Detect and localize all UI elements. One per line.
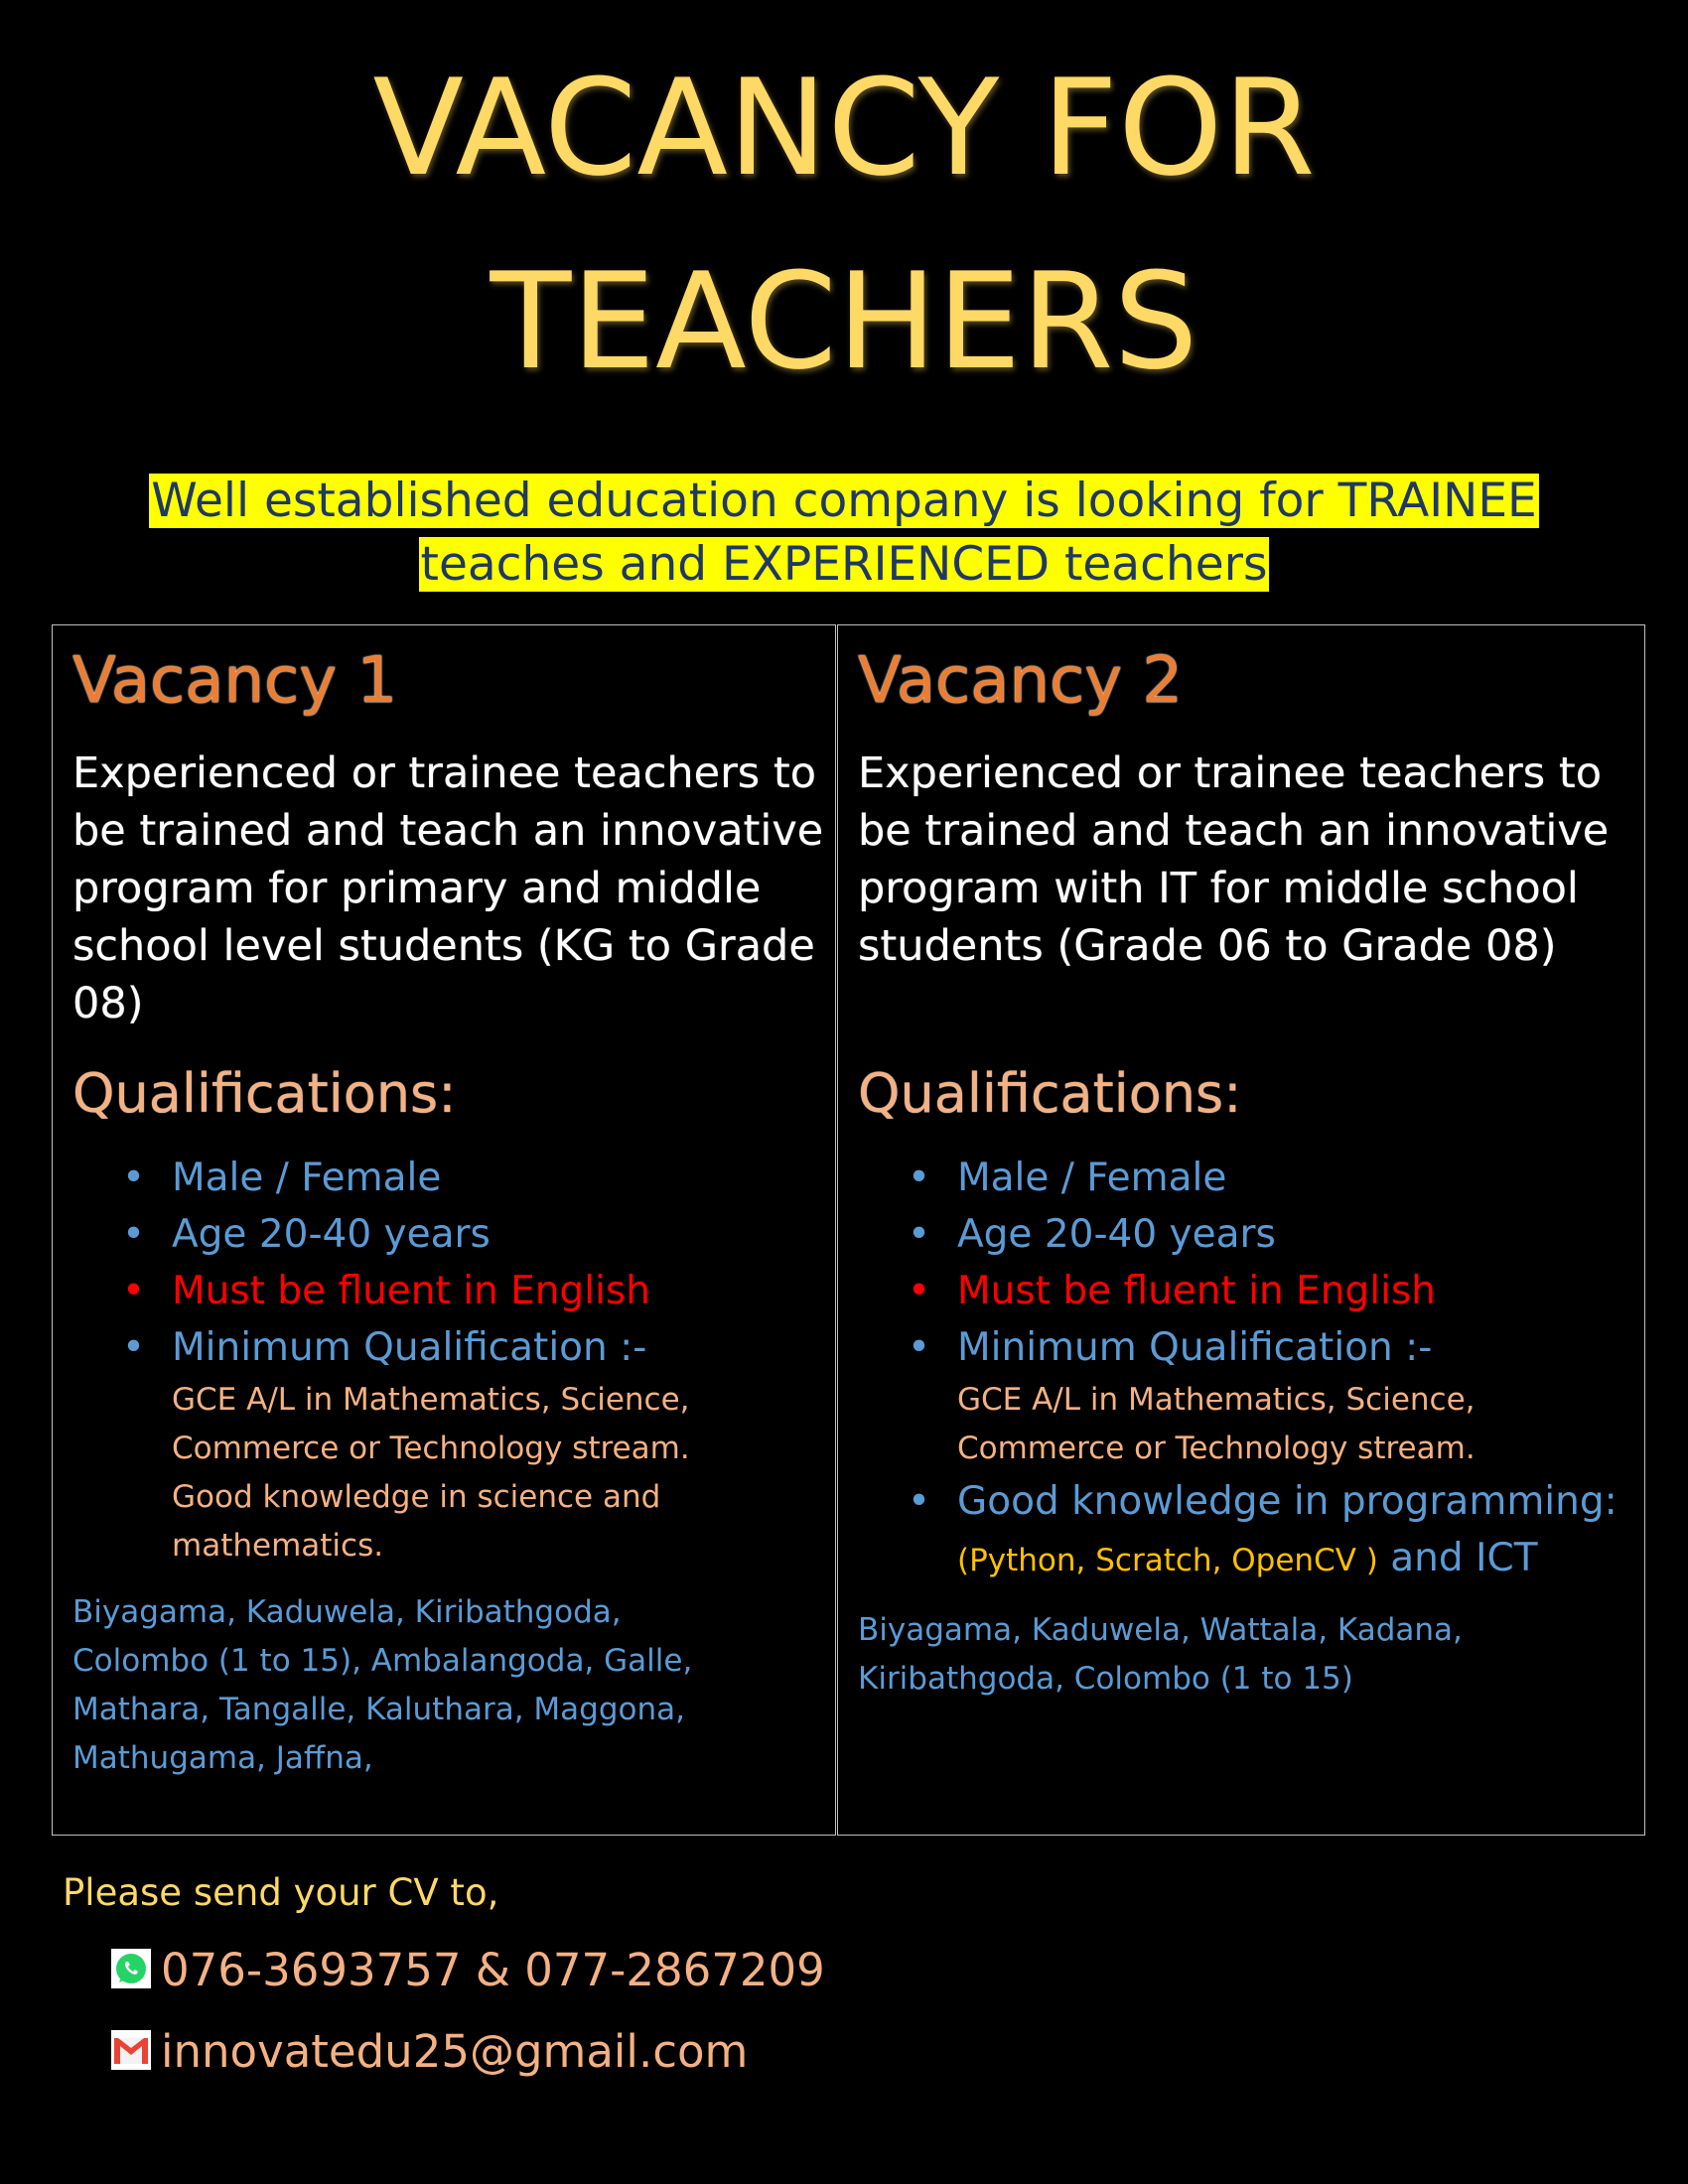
programming-languages: (Python, Scratch, OpenCV ) <box>957 1543 1378 1578</box>
vacancy-2-qualifications-list <box>858 1150 1634 1589</box>
list-item: • Good knowledge in programming: (Python, Scratch, OpenCV ) and ICT <box>858 1473 1634 1589</box>
highlight-line-1 <box>0 473 1688 530</box>
location-line: Mathara, Tangalle, Kaluthara, Maggona, <box>72 1692 685 1727</box>
bullet-icon: • <box>122 1269 146 1313</box>
qualification-detail: mathematics. <box>172 1528 384 1564</box>
page-title-line-2: TEACHERS <box>490 244 1198 399</box>
vacancy-1-qualifications-heading: Qualifications: <box>72 1062 457 1125</box>
list-item: • Minimum Qualification :- GCE A/L in Mathematics, Science, Commerce or Technology stream. <box>858 1319 1634 1473</box>
vacancy-1-locations <box>72 1588 825 1783</box>
list-item: • Age 20-40 years <box>858 1206 1634 1263</box>
vacancy-2-locations <box>858 1606 1634 1704</box>
programming-ict: and ICT <box>1377 1536 1538 1580</box>
bullet-icon: • <box>908 1479 931 1524</box>
qualification-detail: Good knowledge in science and <box>172 1479 661 1515</box>
bullet-icon: • <box>908 1156 931 1200</box>
vacancy-2-qualifications-heading: Qualifications: <box>858 1062 1242 1125</box>
bullet-icon: • <box>908 1325 931 1370</box>
phone-numbers[interactable]: 076-3693757 & 077-2867209 <box>161 1944 825 1996</box>
whatsapp-icon <box>111 1949 151 1988</box>
qualification-detail: GCE A/L in Mathematics, Science, <box>957 1382 1476 1418</box>
list-item: • Male / Female <box>858 1150 1634 1206</box>
location-line: Biyagama, Kaduwela, Kiribathgoda, <box>72 1594 622 1630</box>
vacancy-2-description: Experienced or trainee teachers to be trained and teach an innovative program with IT for middle school students (Grade 06 to Grade 08) <box>858 749 1610 971</box>
location-line: Biyagama, Kaduwela, Wattala, Kadana, <box>858 1612 1463 1648</box>
location-line: Kiribathgoda, Colombo (1 to 15) <box>858 1661 1353 1697</box>
vacancy-2-title: Vacancy 2 <box>858 644 1184 718</box>
bullet-icon: • <box>122 1325 146 1370</box>
page-title-line-1: VACANCY FOR <box>372 51 1316 205</box>
vacancy-1-description: Experienced or trainee teachers to be trained and teach an innovative program for primary and middle school level students (KG to Grade 08) <box>72 749 824 1028</box>
location-line: Mathugama, Jaffna, <box>72 1740 373 1776</box>
highlight-line-2 <box>0 536 1688 594</box>
email-address[interactable]: innovatedu25@gmail.com <box>161 2025 749 2078</box>
qualification-detail: Commerce or Technology stream. <box>957 1431 1476 1466</box>
qualification-detail: GCE A/L in Mathematics, Science, <box>172 1382 690 1418</box>
qualification-detail: Commerce or Technology stream. <box>172 1431 690 1466</box>
bullet-icon: • <box>122 1212 146 1257</box>
list-item: • Must be fluent in English <box>858 1263 1634 1319</box>
list-item: • Male / Female <box>72 1150 825 1206</box>
highlight-text-1: Well established education company is looking for TRAINEE <box>151 474 1537 528</box>
list-item: • Age 20-40 years <box>72 1206 825 1263</box>
list-item: • Minimum Qualification :- GCE A/L in Mathematics, Science, Commerce or Technology stream. Good knowledge in science and mathematics. <box>72 1319 825 1570</box>
vacancy-1-panel <box>52 624 836 1836</box>
bullet-icon: • <box>122 1156 146 1200</box>
highlight-text-2: teaches and EXPERIENCED teachers <box>420 537 1268 592</box>
vacancy-1-title: Vacancy 1 <box>72 644 398 718</box>
bullet-icon: • <box>908 1269 931 1313</box>
vacancy-1-qualifications-list <box>72 1150 825 1570</box>
vacancy-2-panel <box>837 624 1645 1836</box>
list-item: • Must be fluent in English <box>72 1263 825 1319</box>
bullet-icon: • <box>908 1212 931 1257</box>
location-line: Colombo (1 to 15), Ambalangoda, Galle, <box>72 1643 693 1679</box>
gmail-icon <box>111 2030 151 2070</box>
send-cv-prompt: Please send your CV to, <box>63 1871 499 1914</box>
